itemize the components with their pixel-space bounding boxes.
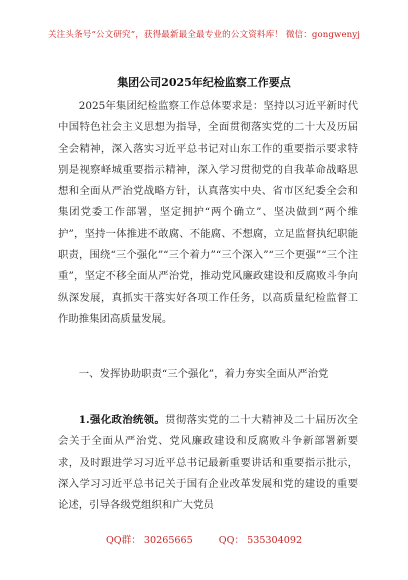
intro-paragraph — [58, 96, 358, 330]
document-title: 集团公司2025年纪检监察工作要点 — [117, 76, 291, 89]
item-1-paragraph — [58, 410, 358, 516]
item-1-body: 贯彻落实党的二十大精神及二十届历次全会关于全面从严治党、党风廉政建设和反腐败斗争新部署新要求，及时跟进学习习近平总书记最新重要讲话和重要指示批示，深入学习习近平总书记关于国有企业改革发展和党的建设的重要论述，引导各级党组织和广大党员 — [58, 414, 358, 512]
item-1-lead: 1.强化政治统领。 — [78, 414, 166, 426]
section-heading-text: 一、发挥协助职责“三个强化”，着力夯实全面从严治党 — [78, 368, 329, 380]
footer-qq-group: QQ群： 30265665 — [105, 535, 193, 546]
section-heading — [58, 364, 358, 385]
item-1-text — [58, 410, 358, 516]
footer-contact — [0, 532, 408, 546]
header-banner: 关注头条号“公文研究”，获得最新最全最专业的公文资料库！ 微信：gongwenyj — [47, 30, 361, 40]
footer-qq-number: QQ： 535304092 — [218, 535, 303, 546]
intro-text: 2025年集团纪检监察工作总体要求是：坚持以习近平新时代中国特色社会主义思想为指导，全面贯彻落实党的二十大及历届全会精神，深入落实习近平总书记对山东工作的重要指示要求特别是视察峄城重要指示精神，深入学习贯彻党的自我革命战略思想和全面从严治党战略方针，认真落实中央、省市区纪委全会和集团党委工作部署，坚定拥护“两个确立”、坚决做到“两个维护”，坚持一体推进不敢腐、不能腐、不想腐，立足监督执纪职能职责，围绕“三个强化”“三个着力”“三个深入”“三个更强”“三个注重”，坚定不移全面从严治党，推动党风廉政建设和反腐败斗争向纵深发展，真抓实干落实好各项工作任务，以高质量纪检监督工作助推集团高质量发展。 — [58, 100, 358, 325]
